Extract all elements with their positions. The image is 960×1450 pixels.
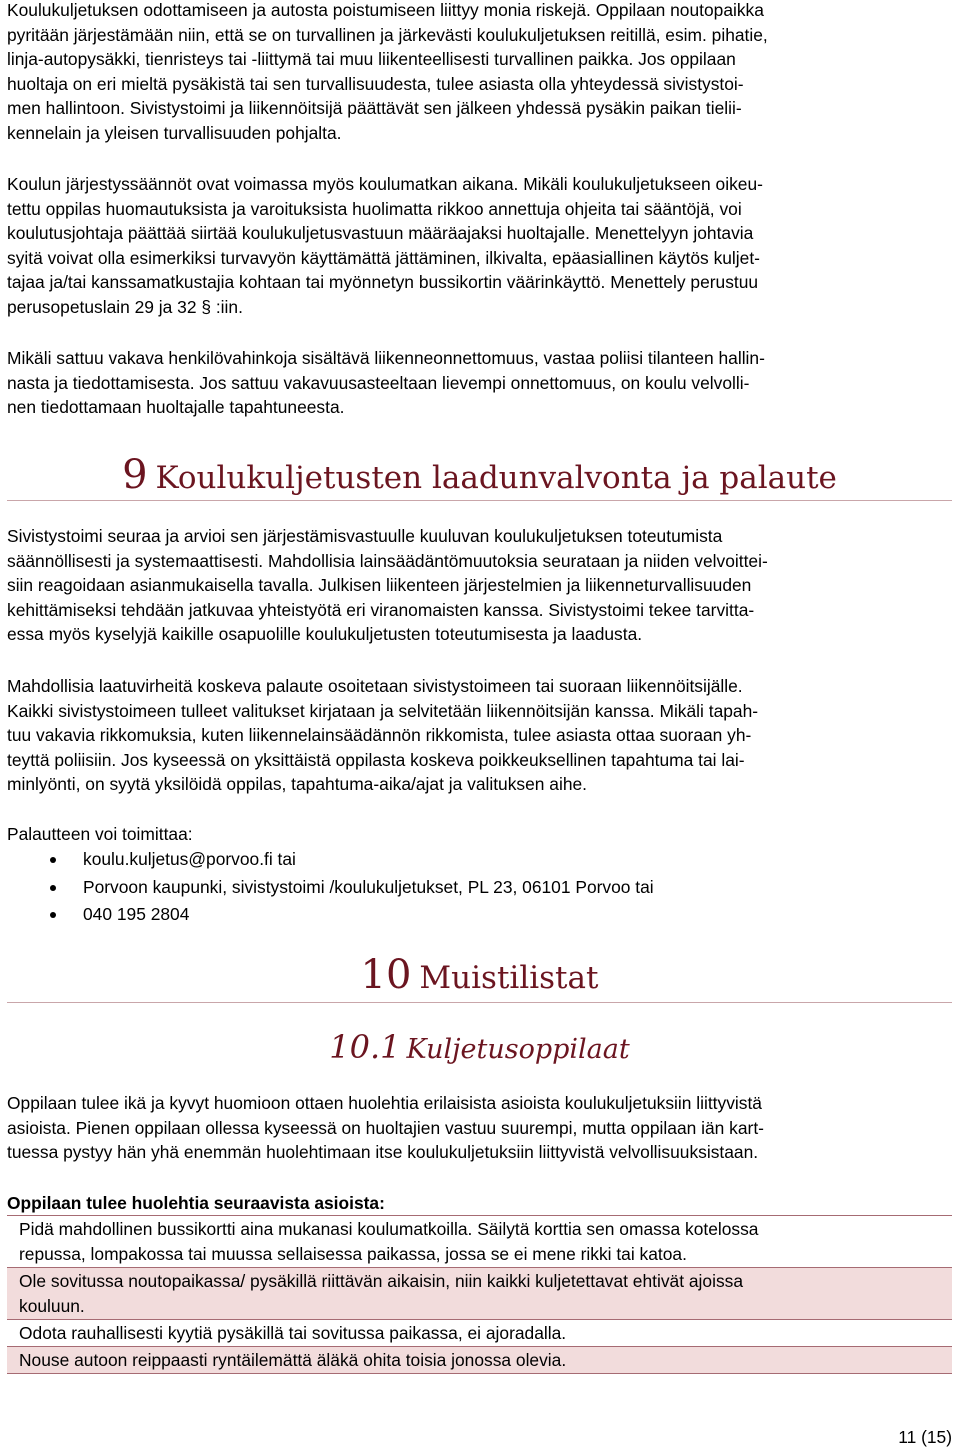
- table-row: [7, 1347, 952, 1374]
- complaints-paragraph: [7, 674, 758, 797]
- text-line: huoltaja on eri mieltä pysäkistä tai sen turvallisuudesta, tulee asiasta olla yhteydessä sivistystoi-: [7, 73, 744, 94]
- section-10-heading: [7, 952, 952, 998]
- section-title-text: Kuljetusoppilaat: [406, 1034, 630, 1065]
- phone-number: 040 195 2804: [83, 904, 190, 924]
- table-row: [7, 1320, 952, 1347]
- section-9-title: [7, 452, 952, 498]
- section-number: 10: [360, 952, 412, 998]
- heading-divider: [7, 1002, 952, 1003]
- text-line: Mikäli sattuu vakava henkilövahinkoja sisältävä liikenneonnettomuus, vastaa poliisi tilanteen hallin-: [7, 348, 765, 368]
- text-line: essa myös kyselyjä kaikille osapuolille koulukuljetusten toteutumisesta ja laadusta.: [7, 624, 643, 645]
- text-line: Pidä mahdollinen bussikortti aina mukanasi koulumatkoilla. Säilytä korttia sen omassa kotelossa: [19, 1219, 759, 1239]
- text-line: säännöllisesti ja systemaattisesti. Mahdollisia lainsäädäntömuutoksia seurataan ja niiden velvoittei-: [7, 550, 768, 571]
- heading-divider: [7, 500, 952, 501]
- quality-paragraph: [7, 524, 768, 647]
- email-link[interactable]: koulu.kuljetus@porvoo.fi tai: [83, 849, 296, 869]
- text-line: kennelain ja yleisen turvallisuuden pohjalta.: [7, 122, 342, 143]
- table-cell: [7, 1347, 952, 1374]
- text-line: Koulukuljetuksen odottamiseen ja autosta poistumiseen liittyy monia riskejä. Oppilaan noutopaikka: [7, 0, 764, 20]
- text-line: tuu vakavia rikkomuksia, kuten liikennelainsäädännön rikkomista, tulee asiasta ottaa suoraan yh-: [7, 725, 752, 746]
- table-row: [7, 1216, 952, 1268]
- section-10-1-heading: [7, 1028, 952, 1066]
- table-cell: [7, 1268, 952, 1320]
- list-item: [7, 846, 654, 874]
- students-intro-paragraph: [7, 1091, 764, 1165]
- text-line: Koulun järjestyssäännöt ovat voimassa myös koulumatkan aikana. Mikäli koulukuljetukseen oikeu-: [7, 174, 763, 194]
- text-line: Oppilaan tulee ikä ja kyvyt huomioon ottaen huolehtia erilaisista asioista koulukuljetuksiin liittyvistä: [7, 1093, 762, 1113]
- text-line: teyttä poliisiin. Jos kyseessä on yksittäistä oppilasta koskeva poikkeuksellinen tapahtuma tai lai-: [7, 749, 745, 770]
- section-title-text: Koulukuljetusten laadunvalvonta ja palaute: [155, 460, 837, 496]
- section-9-heading: [7, 452, 952, 498]
- table-cell: [7, 1320, 952, 1347]
- checklist-label: Oppilaan tulee huolehtia seuraavista asioista:: [7, 1193, 385, 1213]
- intro-paragraph: [7, 0, 768, 146]
- text-line: Odota rauhallisesti kyytiä pysäkillä tai sovitussa paikassa, ei ajoradalla.: [19, 1323, 567, 1343]
- text-line: tuessa pystyy hän yhä enemmän huolehtimaan itse koulukuljetuksiin liittyvistä velvollisuuksistaan.: [7, 1142, 759, 1163]
- list-item: [7, 874, 654, 902]
- bullet-icon: [50, 912, 56, 918]
- bullet-icon: [50, 885, 56, 891]
- text-line: minlyönti, on syytä yksilöidä oppilas, tapahtuma-aika/ajat ja valituksen aihe.: [7, 774, 587, 795]
- table-row: [7, 1268, 952, 1320]
- feedback-list: [7, 846, 654, 929]
- text-line: Nouse autoon reippaasti ryntäilemättä äläkä ohita toisia jonossa olevia.: [19, 1350, 567, 1370]
- text-line: tettu oppilas huomautuksista ja varoituksista huolimatta rikkoo annettuja ohjeita tai sääntöjä, voi: [7, 198, 742, 219]
- text-line: men hallintoon. Sivistystoimi ja liikennöitsijä päättävät sen jälkeen yhdessä pysäkin paikan tielii-: [7, 98, 742, 119]
- page-number: 11 (15): [898, 1427, 952, 1447]
- section-10-title: [7, 952, 952, 998]
- text-line: pyritään järjestämään niin, että se on turvallinen ja järkevästi koulukuljetuksen reitillä, esim. pihatie,: [7, 24, 768, 45]
- text-line: Mahdollisia laatuvirheitä koskeva palaute osoitetaan sivistystoimeen tai suoraan liikennöitsijälle.: [7, 676, 743, 696]
- section-10-1-title: [7, 1028, 952, 1066]
- text-line: perusopetuslain 29 ja 32 § :iin.: [7, 296, 243, 317]
- text-line: Kaikki sivistystoimeen tulleet valitukset kirjataan ja selvitetään liikennöitsijän kanssa. Mikäli tapah-: [7, 700, 759, 721]
- section-number: 10.1: [329, 1028, 401, 1066]
- text-line: nasta ja tiedottamisesta. Jos sattuu vakavuusasteeltaan lievempi onnettomuus, on koulu velvolli-: [7, 372, 750, 393]
- text-line: tajaa ja/tai kanssamatkustajia kohtaan tai myönnetyn bussikortin väärinkäyttö. Menettely perustuu: [7, 272, 759, 293]
- accident-paragraph: [7, 346, 765, 420]
- section-number: 9: [122, 452, 148, 498]
- bullet-icon: [50, 857, 56, 863]
- text-line: asioista. Pienen oppilaan ollessa kyseessä on huoltajien vastuu suurempi, mutta oppilaan iän kart-: [7, 1117, 764, 1138]
- rules-paragraph: [7, 172, 763, 320]
- text-line: kehittämiseksi tehdään jatkuvaa yhteistyötä eri viranomaisten kanssa. Sivistystoimi tekee tarvitta-: [7, 599, 755, 620]
- checklist-table: [7, 1215, 952, 1374]
- feedback-label: Palautteen voi toimittaa:: [7, 824, 193, 844]
- text-line: kouluun.: [19, 1296, 85, 1316]
- text-line: siin reagoidaan asianmukaisella tavalla. Julkisen liikenteen järjestelmien ja liikenneturvallisuuden: [7, 575, 752, 596]
- section-title-text: Muistilistat: [419, 960, 599, 996]
- list-item: [7, 901, 654, 929]
- text-line: nen tiedottamaan huoltajalle tapahtuneesta.: [7, 397, 345, 418]
- text-line: syitä voivat olla esimerkiksi turvavyön käyttämättä jättäminen, ilkivalta, epäasiallinen käytös kuljet-: [7, 247, 760, 268]
- text-line: linja-autopysäkki, tienristeys tai -liittymä tai muu liikenteellisesti turvallinen paikka. Jos oppilaan: [7, 49, 736, 70]
- table-cell: [7, 1216, 952, 1268]
- text-line: repussa, lompakossa tai muussa sellaisessa paikassa, jossa se ei mene rikki tai katoa.: [19, 1244, 687, 1264]
- text-line: Ole sovitussa noutopaikassa/ pysäkillä riittävän aikaisin, niin kaikki kuljetettavat ehtivät ajoissa: [19, 1271, 744, 1291]
- text-line: Sivistystoimi seuraa ja arvioi sen järjestämisvastuulle kuuluvan koulukuljetuksen toteutumista: [7, 526, 723, 546]
- postal-address: Porvoon kaupunki, sivistystoimi /koulukuljetukset, PL 23, 06101 Porvoo tai: [83, 876, 654, 897]
- text-line: koulutusjohtaja päättää siirtää koulukuljetusvastuun määräajaksi huoltajalle. Menettelyyn johtavia: [7, 223, 754, 244]
